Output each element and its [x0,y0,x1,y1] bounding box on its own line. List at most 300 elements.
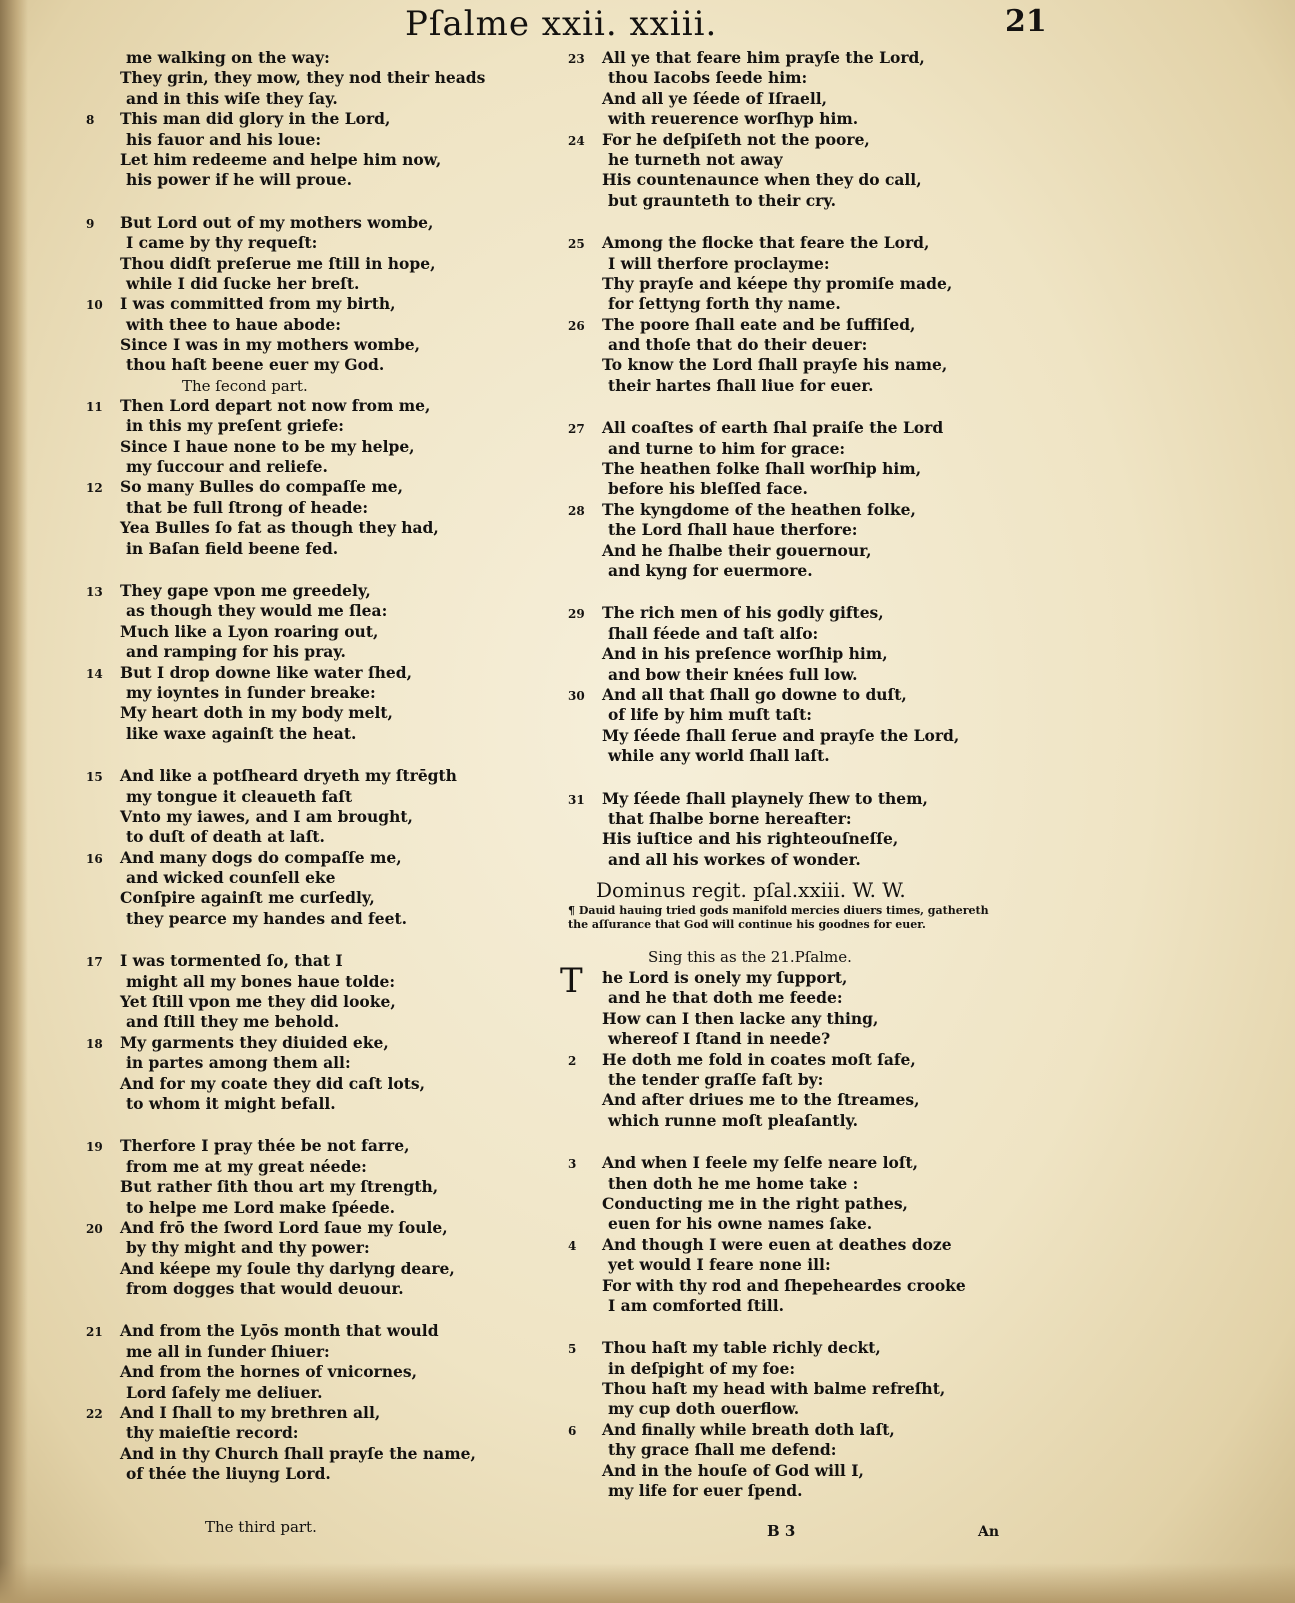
verse-line [86,1012,506,1032]
verse-line [86,315,506,335]
verse-line [568,1009,1038,1029]
verse-text: For he deſpiſeth not the poore, [602,129,870,149]
verse-line [568,829,1038,849]
verse-line [568,459,1038,479]
verse-line [568,988,1038,1008]
verse-text: Vnto my iawes, and I am brought, [120,806,413,826]
verse-text: Since I was in my mothers wombe, [120,335,421,355]
verse-number: 12 [86,481,103,496]
verse-text: And frō the ſword Lord ſaue my ſoule, [120,1217,448,1237]
verse-text: And he ſhalbe their gouernour, [602,540,872,560]
verse-line [568,418,1038,438]
verse-line [86,396,506,416]
verse-number: 31 [568,792,585,807]
verse-text: My garments they diuided eke, [120,1032,389,1052]
verse-line [86,1033,506,1053]
page-number: 21 [1005,4,1047,39]
psalm-23-text [560,961,1038,1501]
verse-number: 13 [86,584,103,599]
verse-text: Therfore I pray thée be not farre, [120,1136,410,1156]
verse-text: they pearce my handes and feet. [126,908,407,928]
verse-line [568,1296,1038,1316]
verse-text: my life for euer ſpend. [608,1481,803,1501]
verse-line [568,254,1038,274]
stanza-gap [86,929,506,951]
verse-text: and wicked counſell eke [126,868,336,888]
verse-line [86,1136,506,1156]
verse-line [86,1423,506,1443]
verse-text: in Baſan field beene fed. [126,538,339,558]
verse-text: thy maieſtie record: [126,1423,299,1443]
verse-line [86,294,506,314]
verse-text: Thou didſt preſerue me ſtill in hope, [120,253,436,273]
verse-text: in this my preſent griefe: [126,416,345,436]
verse-line [568,233,1038,253]
stanza-gap [86,744,506,766]
verse-text: And in the houſe of God will I, [602,1460,864,1480]
verse-line [568,1440,1038,1460]
verse-text: to duſt of death at laſt. [126,827,325,847]
verse-text: I came by thy requeſt: [126,233,318,253]
verse-line [568,1111,1038,1131]
stanza-gap [568,211,1038,233]
stanza-gap [86,1299,506,1321]
verse-line [86,663,506,683]
verse-number: 28 [568,503,585,518]
verse-text: But Lord out of my mothers wombe, [120,212,434,232]
verse-number: 26 [568,318,585,333]
verse-text: And in thy Church ſhall prayſe the name, [120,1443,476,1463]
verse-text: My ſéede ſhall playnely ſhew to them, [602,788,928,808]
verse-text: Conſpire againſt me curſedly, [120,888,375,908]
verse-line [86,1321,506,1341]
verse-text: Thy prayſe and kéepe thy promiſe made, [602,273,953,293]
verse-line [568,1338,1038,1358]
verse-line [86,972,506,992]
verse-number: 8 [86,113,95,128]
verse-line [86,1177,506,1197]
verse-line [86,909,506,929]
verse-line [568,68,1038,88]
verse-line [86,477,506,497]
verse-text: by thy might and thy power: [126,1238,370,1258]
verse-number: 4 [568,1238,577,1253]
verse-line [568,665,1038,685]
verse-line [86,1403,506,1423]
verse-line [86,1259,506,1279]
verse-line [86,601,506,621]
verse-number: 15 [86,770,103,785]
page-bottom-shadow [0,1563,1295,1603]
verse-number: 3 [568,1157,577,1172]
stanza-gap [86,1114,506,1136]
verse-text: to helpe me Lord make ſpéede. [126,1197,396,1217]
verse-line [568,479,1038,499]
stanza-gap [568,1316,1038,1338]
verse-line [86,1074,506,1094]
verse-text: and turne to him for grace: [608,438,846,458]
verse-text: and ſtill they me behold. [126,1012,340,1032]
verse-number: 22 [86,1407,103,1422]
verse-text: might all my bones haue tolde: [126,971,396,991]
verse-text: Let him redeeme and helpe him now, [120,149,442,169]
left-column [86,48,506,1485]
verse-line [568,500,1038,520]
verse-line [568,1276,1038,1296]
verse-line [568,624,1038,644]
right-column [560,48,1038,1501]
verse-line [568,603,1038,623]
verse-line [86,213,506,233]
verse-line [568,1255,1038,1275]
verse-number: 6 [568,1423,577,1438]
stanza-gap [568,1131,1038,1153]
verse-text: The rich men of his godly giftes, [602,603,884,623]
verse-line [568,315,1038,335]
verse-text: My heart doth in my body melt, [120,703,393,723]
verse-text: Thou haſt my head with balme refreſht, [602,1379,946,1399]
verse-line [86,951,506,971]
verse-text: thy grace ſhall me defend: [608,1440,837,1460]
verse-text: Yet ſtill vpon me they did looke, [120,992,396,1012]
verse-line [568,1235,1038,1255]
verse-line [86,254,506,274]
section-heading: The ſecond part. [182,376,308,395]
verse-text: And kéepe my ſoule thy darlyng deare, [120,1258,455,1278]
verse-text: then doth he me home take : [608,1173,859,1193]
verse-line [568,48,1038,68]
verse-line [86,539,506,559]
verse-line [568,170,1038,190]
verse-line [568,644,1038,664]
page-binding-shadow [0,0,28,1603]
verse-number: 30 [568,688,585,703]
verse-text: And from the Lyōs month that would [120,1321,439,1341]
verse-line [568,355,1038,375]
verse-text: And in his preſence worſhip him, [602,644,888,664]
section-heading-third-part: The third part. [205,1518,317,1536]
verse-text: their hartes ſhall liue for euer. [608,375,874,395]
verse-text: euen for his owne names ſake. [608,1214,873,1234]
verse-number: 5 [568,1342,577,1357]
verse-number: 19 [86,1140,103,1155]
psalm-23-argument: ¶ Dauid hauing tried gods manifold mercies diuers times, gathereth the aſſurance that God will continue his goodnes for euer. [568,904,989,932]
verse-text: For with thy rod and ſhepeheardes crooke [602,1275,966,1295]
verse-line [86,1157,506,1177]
verse-text: which runne moſt pleaſantly. [608,1110,859,1130]
verse-number: 17 [86,955,103,970]
verse-text: And from the hornes of vnicornes, [120,1362,417,1382]
verse-number: 2 [568,1053,577,1068]
verse-line [86,437,506,457]
verse-text: He doth me fold in coates moſt ſafe, [602,1049,916,1069]
verse-line [86,170,506,190]
verse-line [568,1214,1038,1234]
verse-text: All ye that feare him prayſe the Lord, [602,48,925,67]
verse-text: Among the flocke that feare the Lord, [602,233,930,253]
stanza-gap [86,559,506,581]
verse-line [568,376,1038,396]
verse-line [568,1481,1038,1501]
verse-text: His countenaunce when they do call, [602,170,922,190]
verse-text: And for my coate they did caſt lots, [120,1073,426,1093]
verse-line [568,1090,1038,1110]
verse-line [86,1053,506,1073]
verse-text: and ramping for his pray. [126,642,346,662]
verse-text: Lord ſafely me deliuer. [126,1382,323,1402]
verse-line [86,1464,506,1484]
verse-line [568,89,1038,109]
verse-line [568,1379,1038,1399]
verse-text: his fauor and his loue: [126,129,322,149]
verse-number: 16 [86,851,103,866]
verse-text: and kyng for euermore. [608,560,813,580]
verse-text: My ſéede ſhall ſerue and prayſe the Lord, [602,725,960,745]
verse-text: whereof I ſtand in neede? [608,1029,831,1049]
verse-line [86,498,506,518]
verse-text: with thee to haue abode: [126,314,341,334]
verse-line [86,683,506,703]
verse-text: I was tormented ſo, that I [120,951,343,971]
verse-text: And after driues me to the ſtreames, [602,1090,920,1110]
verse-line [568,561,1038,581]
verse-line [86,130,506,150]
verse-text: And I ſhall to my brethren all, [120,1403,381,1423]
verse-line [568,1070,1038,1090]
verse-text: that be full ſtrong of heade: [126,497,369,517]
verse-text: I was committed from my birth, [120,294,396,314]
verse-text: yet would I feare none ill: [608,1255,831,1275]
psalm-23-title: Dominus regit. pſal.xxiii. W. W. [596,878,906,903]
verse-text: he turneth not away [608,149,783,169]
verse-text: And like a potſheard dryeth my ſtrēgth [120,766,457,786]
verse-text: and in this wiſe they ſay. [126,88,338,108]
verse-text: I will therfore proclayme: [608,253,830,273]
verse-line [568,1050,1038,1070]
verse-text: And all ye ſéede of Iſraell, [602,88,828,108]
verse-line [568,1194,1038,1214]
verse-line [568,1461,1038,1481]
verse-line [86,1342,506,1362]
verse-text: Since I haue none to be my helpe, [120,436,415,456]
verse-line [568,705,1038,725]
verse-line [86,518,506,538]
verse-line [86,1198,506,1218]
verse-text: All coaſtes of earth ſhal praiſe the Lord [602,418,944,438]
verse-line [86,1362,506,1382]
verse-text: Then Lord depart not now from me, [120,395,431,415]
verse-line [86,1383,506,1403]
verse-line [568,439,1038,459]
verse-line [86,992,506,1012]
verse-line [568,109,1038,129]
verse-text: and bow their knées full low. [608,664,858,684]
verse-text: This man did glory in the Lord, [120,109,391,129]
verse-line [568,789,1038,809]
verse-number: 21 [86,1325,103,1340]
verse-line [568,294,1038,314]
verse-text: and all his workes of wonder. [608,849,861,869]
verse-text: And though I were euen at deathes doze [602,1234,952,1254]
stanza-gap [568,767,1038,789]
verse-line [568,541,1038,561]
verse-line [568,1420,1038,1440]
verse-text: Much like a Lyon roaring out, [120,621,379,641]
verse-text: he Lord is onely my ſupport, [602,968,848,988]
verse-text: while any world ſhall laſt. [608,746,830,766]
verse-number: 14 [86,666,103,681]
verse-number: 24 [568,133,585,148]
verse-text: in deſpight of my foe: [608,1358,796,1378]
verse-text: my cup doth ouerflow. [608,1399,800,1419]
verse-text: that ſhalbe borne hereafter: [608,808,852,828]
verse-line [86,1218,506,1238]
verse-line [568,130,1038,150]
verse-text: while I did ſucke her breſt. [126,273,360,293]
verse-number: 23 [568,52,585,66]
signature-mark: B 3 [767,1522,796,1540]
verse-line [568,1359,1038,1379]
verse-number: 20 [86,1221,103,1236]
verse-text: before his bleſſed face. [608,479,808,499]
verse-line [86,355,506,375]
verse-line [86,89,506,109]
psalm-22-continuation [568,48,1038,870]
verse-text: from me at my great néede: [126,1156,367,1176]
verse-text: his power if he will proue. [126,170,352,190]
verse-number: 11 [86,399,103,414]
verse-text: of life by him muſt taſt: [608,705,812,725]
verse-text: And finally while breath doth laſt, [602,1419,895,1439]
verse-text: ſhall féede and taſt alſo: [608,623,819,643]
verse-text: my ioyntes in ſunder breake: [126,682,376,702]
verse-line [86,888,506,908]
verse-line [86,457,506,477]
running-title: Pſalme xxii. xxiii. [405,4,718,44]
verse-text: as though they would me ſlea: [126,601,388,621]
verse-number: 25 [568,237,585,252]
verse-text: thou Iacobs ſeede him: [608,68,808,88]
verse-line [568,685,1038,705]
verse-line [86,703,506,723]
verse-line [568,809,1038,829]
verse-number: 18 [86,1036,103,1051]
stanza-gap [86,191,506,213]
verse-text: The poore ſhall eate and be ſuffiſed, [602,314,916,334]
verse-line [86,642,506,662]
verse-text: the tender graſſe faſt by: [608,1070,824,1090]
verse-text: me walking on the way: [126,48,330,67]
verse-line [86,1094,506,1114]
verse-line [568,335,1038,355]
verse-line [86,787,506,807]
verse-text: And many dogs do compaſſe me, [120,847,402,867]
verse-text: And all that ſhall go downe to duſt, [602,684,907,704]
verse-text: the Lord ſhall haue therfore: [608,520,858,540]
verse-text: They grin, they mow, they nod their heads [120,68,486,88]
verse-text: but graunteth to their cry. [608,190,836,210]
drop-cap: T [560,961,583,1002]
verse-text: in partes among them all: [126,1053,351,1073]
verse-line [568,150,1038,170]
verse-line [568,746,1038,766]
stanza-gap [568,581,1038,603]
verse-text: But rather ſith thou art my ſtrength, [120,1177,439,1197]
verse-text: And when I feele my ſelfe neare loſt, [602,1153,919,1173]
verse-line [86,150,506,170]
verse-line [86,274,506,294]
verse-line [86,581,506,601]
verse-line [86,827,506,847]
verse-line [568,1029,1038,1049]
verse-line [86,335,506,355]
verse-line [568,520,1038,540]
verse-line [86,622,506,642]
verse-line [568,274,1038,294]
verse-line [86,848,506,868]
verse-text: for ſettyng forth thy name. [608,294,841,314]
verse-text: to whom it might befall. [126,1093,336,1113]
stanza-gap [568,396,1038,418]
verse-line [86,807,506,827]
catchword: An [978,1524,1000,1540]
verse-line [86,109,506,129]
verse-text: The kyngdome of the heathen folke, [602,499,916,519]
verse-text: But I drop downe like water ſhed, [120,662,412,682]
verse-line [86,1444,506,1464]
verse-line [568,1399,1038,1419]
verse-text: The heathen folke ſhall worſhip him, [602,459,922,479]
verse-text: So many Bulles do compaſſe me, [120,477,404,497]
verse-number: 9 [86,216,95,231]
verse-text: thou haſt beene euer my God. [126,355,385,375]
verse-text: His iuſtice and his righteouſneſſe, [602,829,899,849]
verse-text: They gape vpon me greedely, [120,580,371,600]
verse-text: of thée the liuyng Lord. [126,1464,331,1484]
verse-line [568,726,1038,746]
verse-line [86,1279,506,1299]
verse-text: To know the Lord ſhall prayſe his name, [602,355,948,375]
verse-line [568,1153,1038,1173]
verse-text: Conducting me in the right pathes, [602,1193,908,1213]
tune-instruction: Sing this as the 21.Pſalme. [648,948,852,967]
verse-line [86,766,506,786]
verse-line [568,1174,1038,1194]
verse-text: and thoſe that do their deuer: [608,335,868,355]
verse-text: and he that doth me feede: [608,988,843,1008]
verse-line [568,850,1038,870]
verse-number: 10 [86,298,103,313]
verse-number: 27 [568,422,585,437]
verse-text: I am comforted ſtill. [608,1295,784,1315]
verse-text: How can I then lacke any thing, [602,1008,879,1028]
verse-text: my ſuccour and reliefe. [126,457,328,477]
verse-line [568,191,1038,211]
verse-line [86,233,506,253]
verse-text: with reuerence worſhyp him. [608,109,859,129]
verse-line [86,48,506,68]
verse-line [86,724,506,744]
verse-line [86,68,506,88]
verse-text: me all in ſunder ſhiuer: [126,1341,330,1361]
verse-line [86,1238,506,1258]
verse-number: 29 [568,607,585,622]
verse-text: Yea Bulles ſo fat as though they had, [120,518,439,538]
verse-line [86,416,506,436]
verse-text: my tongue it cleaueth faſt [126,786,353,806]
verse-text: Thou haſt my table richly deckt, [602,1338,881,1358]
verse-text: from dogges that would deuour. [126,1279,404,1299]
